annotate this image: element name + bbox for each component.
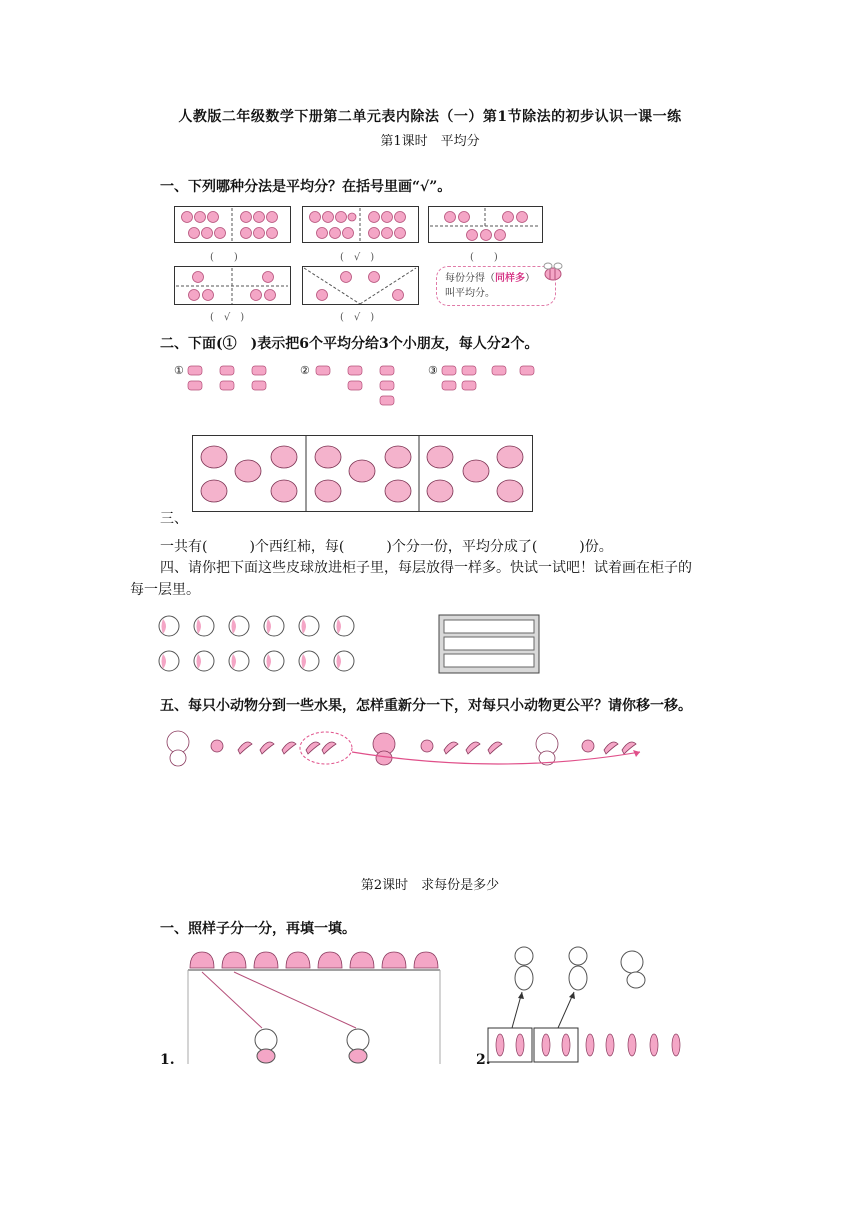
q1-box-3	[428, 206, 544, 244]
q2-text-end: 个。	[510, 336, 539, 352]
p2-item-2-label: 2.	[476, 1052, 491, 1068]
q2-num3: 2	[500, 336, 511, 352]
q1-box-4	[174, 266, 292, 306]
tip-post: ）	[525, 273, 535, 284]
bee-icon	[538, 262, 568, 284]
p2-cats-fish	[486, 944, 686, 1068]
question-2-text	[160, 333, 539, 353]
q2-option-2-label: ②	[300, 364, 310, 377]
p2-question-1-text: 一、照样子分一分，再填一填。	[160, 921, 356, 937]
q2-num2: 3	[379, 336, 389, 352]
p2-peaches	[186, 946, 446, 1066]
p2-item-1-label: 1.	[160, 1052, 175, 1068]
q2-candies-option-1	[186, 364, 286, 394]
q2-candies-option-3	[440, 364, 540, 394]
question-4-text-line2: 每一层里。	[130, 582, 200, 598]
lesson-2-title: 第2课时 求每份是多少	[360, 878, 500, 893]
q1-box-1	[174, 206, 292, 244]
question-3-text: 一共有( )个西红柿，每( )个分一份，平均分成了( )份。	[160, 539, 613, 555]
tip-pre: 每份分得（	[445, 273, 495, 284]
q2-num1: 6	[299, 336, 309, 352]
q1-box-5	[302, 266, 420, 306]
q2-candies-option-2	[314, 364, 414, 410]
question-4-text-line1: 四、请你把下面这些皮球放进柜子里，每层放得一样多。快试一试吧！试着画在柜子的	[160, 560, 692, 576]
q3-tomato-box	[192, 435, 534, 513]
lesson-1-title: 第1课时 平均分	[380, 134, 480, 149]
tip-highlight: 同样多	[495, 273, 525, 284]
q4-cabinet	[438, 614, 540, 674]
q1-answer-1[interactable]: ( )	[210, 252, 238, 263]
q5-animals-fruits	[160, 726, 650, 772]
q2-option-3-label: ③	[428, 364, 438, 377]
question-3-label: 三、	[160, 511, 188, 527]
tip-line2: 叫平均分。	[445, 288, 495, 299]
page-title: 人教版二年级数学下册第二单元表内除法（一）第1节除法的初步认识一课一练	[178, 109, 682, 125]
question-5-text: 五、每只小动物分到一些水果，怎样重新分一下，对每只小动物更公平？请你移一移。	[160, 698, 692, 714]
q2-text-mid2: 个小朋友，每人分	[388, 336, 501, 352]
q1-answer-4[interactable]: ( √ )	[210, 312, 245, 323]
q2-text-mid1: 个平均分给	[309, 336, 379, 352]
q1-answer-3[interactable]: ( )	[470, 252, 498, 263]
q2-text-pre: 二、下面(① )表示把	[160, 336, 300, 352]
q1-box-2	[302, 206, 420, 244]
q1-answer-5[interactable]: ( √ )	[340, 312, 375, 323]
q4-balls	[158, 614, 363, 676]
q2-option-1-label: ①	[174, 364, 184, 377]
q1-answer-2[interactable]: ( √ )	[340, 252, 375, 263]
question-1-text: 一、下列哪种分法是平均分？在括号里画“√”。	[160, 179, 452, 195]
